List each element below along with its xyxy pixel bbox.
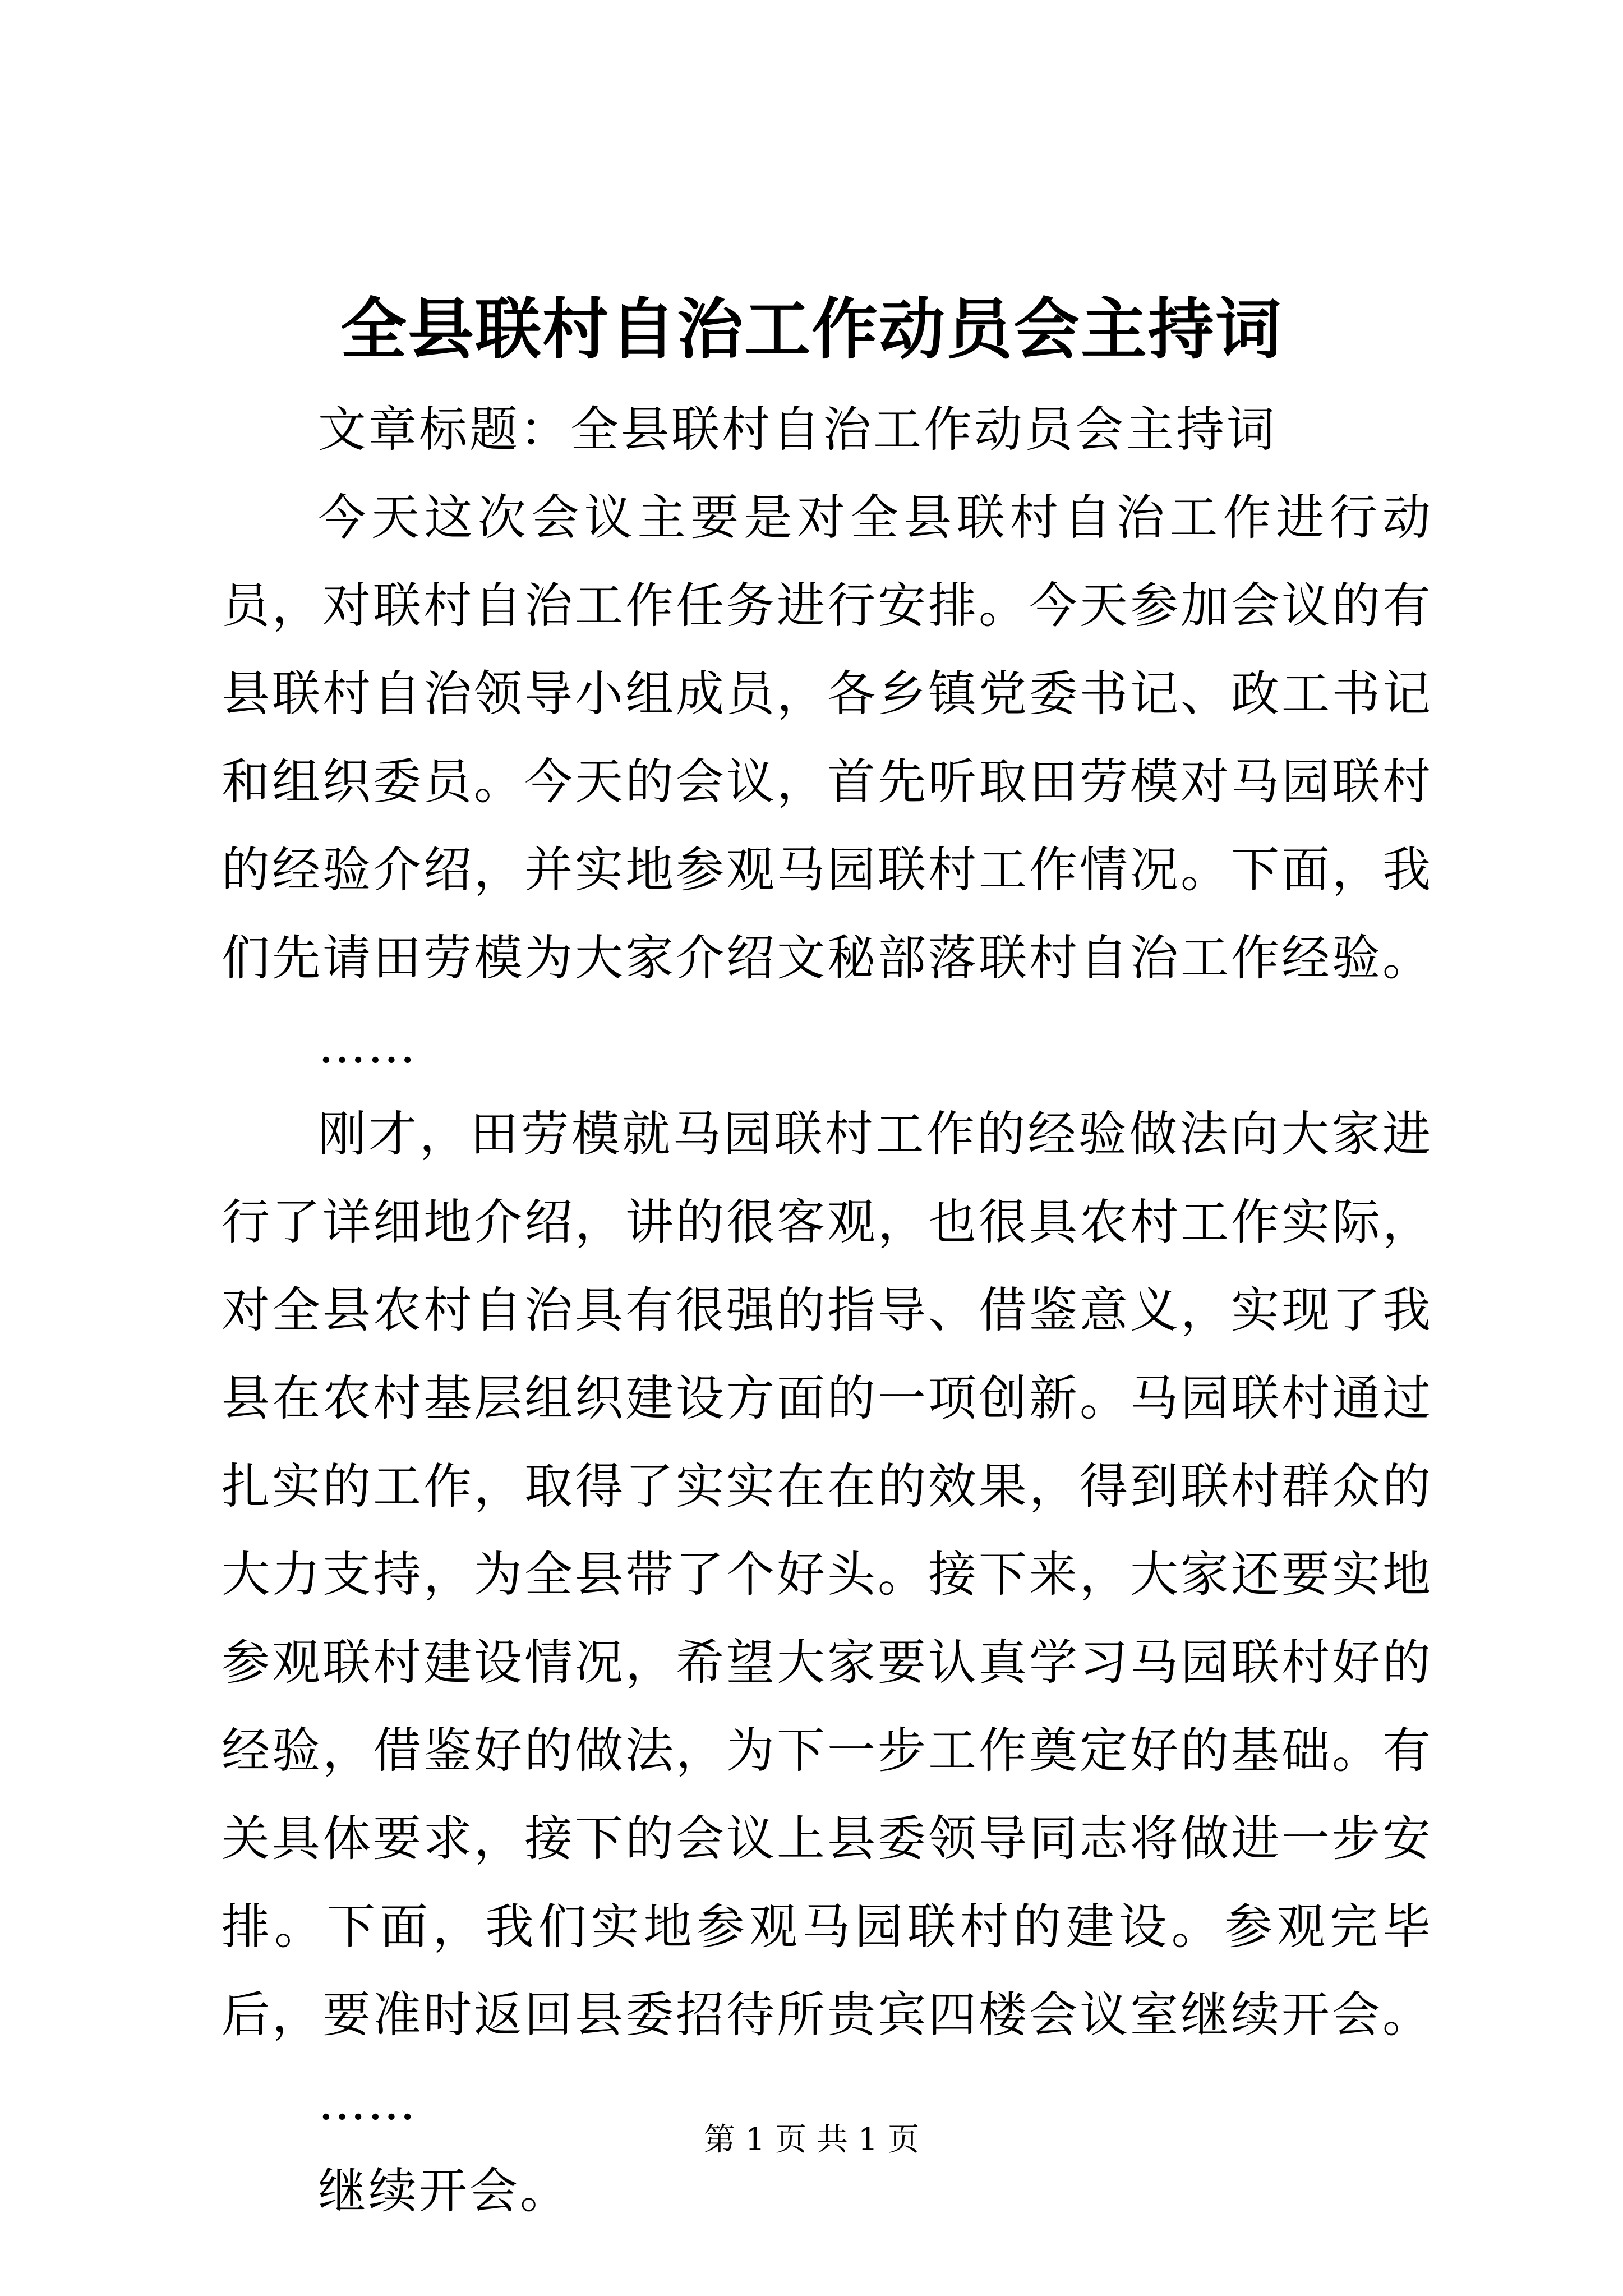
ellipsis-separator: …… xyxy=(318,1018,417,1074)
article-title-line: 文章标题：全县联村自治工作动员会主持词 xyxy=(318,402,1277,458)
document-title: 全县联村自治工作动员会主持词 xyxy=(340,290,1283,368)
document-body xyxy=(222,386,1433,2235)
paragraph-summary: 刚才，田劳模就马园联村工作的经验做法向大家进行了详细地介绍，讲的很客观，也很具农村工作实际，对全县农村自治具有很强的指导、借鉴意义，实现了我县在农村基层组织建设方面的一项创新。马园联村通过扎实的工作，取得了实实在在的效果，得到联村群众的大力支持，为全县带了个好头。接下来，大家还要实地参观联村建设情况，希望大家要认真学习马园联村好的经验，借鉴好的做法，为下一步工作奠定好的基础。有关具体要求，接下的会议上县委领导同志将做进一步安排。下面，我们实地参观马园联村的建设。参观完毕后，要准时返回县委招待所贵宾四楼会议室继续开会。 xyxy=(222,1106,1433,2043)
paragraph-closing: 继续开会。 xyxy=(318,2163,570,2219)
ellipsis-separator: …… xyxy=(318,2075,417,2131)
paragraph-opening: 今天这次会议主要是对全县联村自治工作进行动员，对联村自治工作任务进行安排。今天参加会议的有县联村自治领导小组成员，各乡镇党委书记、政工书记和组织委员。今天的会议，首先听取田劳模对马园联村的经验介绍，并实地参观马园联村工作情况。下面，我们先请田劳模为大家介绍文秘部落联村自治工作经验。 xyxy=(222,490,1433,986)
page-footer xyxy=(0,2120,1623,2160)
page-number-total: 共 1 页 xyxy=(816,2122,920,2158)
page-number-current: 第 1 页 xyxy=(703,2122,807,2158)
